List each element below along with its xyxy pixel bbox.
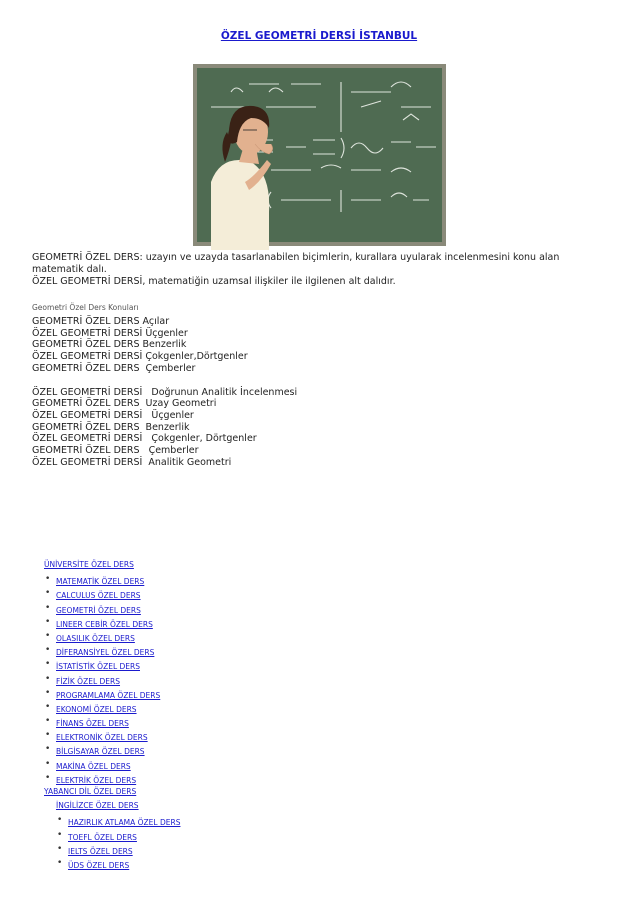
intro-paragraph-1: GEOMETRİ ÖZEL DERS: uzayın ve uzayda tasarlanabilen biçimlerin, kurallara uyularak incelenmesini konu alan matematik dalı. — [32, 252, 560, 275]
topic-item: ÖZEL GEOMETRİ DERSİ Analitik Geometri — [32, 456, 232, 468]
list-item — [44, 629, 180, 643]
university-courses-link[interactable]: ÜNİVERSİTE ÖZEL DERS — [44, 560, 134, 569]
topic-item: ÖZEL GEOMETRİ DERSİ Doğrunun Analitik İncelenmesi — [32, 386, 298, 398]
course-link[interactable]: ELEKTRONİK ÖZEL DERS — [56, 733, 148, 743]
list-item — [44, 586, 180, 600]
topics-heading: Geometri Özel Ders Konuları — [32, 303, 139, 312]
course-link[interactable]: PROGRAMLAMA ÖZEL DERS — [56, 690, 161, 700]
course-link[interactable]: DİFERANSİYEL ÖZEL DERS — [56, 648, 155, 658]
topic-item: ÖZEL GEOMETRİ DERSİ Çokgenler, Dörtgenler — [32, 433, 257, 445]
list-item — [44, 601, 180, 615]
topic-item: GEOMETRİ ÖZEL DERS Çemberler — [32, 362, 196, 374]
university-course-list — [44, 572, 180, 785]
list-item — [44, 615, 180, 629]
course-link[interactable]: LINEER CEBİR ÖZEL DERS — [56, 619, 153, 629]
course-link[interactable]: GEOMETRİ ÖZEL DERS — [56, 605, 141, 615]
topic-item: ÖZEL GEOMETRİ DERSİ Üçgenler — [32, 409, 194, 421]
course-links — [44, 558, 180, 870]
course-link[interactable]: FİZİK ÖZEL DERS — [56, 676, 121, 686]
course-link[interactable]: ÜDS ÖZEL DERS — [68, 860, 130, 870]
course-link[interactable]: MAKİNA ÖZEL DERS — [56, 761, 131, 771]
english-courses-link[interactable]: İNGİLİZCE ÖZEL DERS — [56, 801, 139, 811]
list-item — [56, 813, 180, 827]
list-item — [44, 728, 180, 742]
course-link[interactable]: FİNANS ÖZEL DERS — [56, 719, 129, 729]
course-link[interactable]: ELEKTRİK ÖZEL DERS — [56, 775, 137, 785]
course-link[interactable]: MATEMATİK ÖZEL DERS — [56, 577, 145, 587]
hero-image — [191, 62, 448, 250]
list-item — [44, 714, 180, 728]
list-item — [44, 657, 180, 671]
course-link[interactable]: BİLGİSAYAR ÖZEL DERS — [56, 747, 145, 757]
list-item — [44, 742, 180, 756]
page-title: ÖZEL GEOMETRİ DERSİ İSTANBUL — [220, 30, 418, 42]
list-item — [44, 771, 180, 785]
list-item — [44, 572, 180, 586]
topic-item: ÖZEL GEOMETRİ DERSİ Üçgenler — [32, 327, 188, 339]
list-item — [56, 828, 180, 842]
course-link[interactable]: İSTATİSTİK ÖZEL DERS — [56, 662, 140, 672]
course-link[interactable]: EKONOMİ ÖZEL DERS — [56, 704, 137, 714]
course-link[interactable]: CALCULUS ÖZEL DERS — [56, 591, 141, 601]
topic-item: ÖZEL GEOMETRİ DERSİ Çokgenler,Dörtgenler — [32, 351, 248, 363]
list-item — [44, 757, 180, 771]
list-item — [44, 643, 180, 657]
course-link[interactable]: TOEFL ÖZEL DERS — [68, 832, 137, 842]
list-item — [44, 700, 180, 714]
course-link[interactable]: OLASILIK ÖZEL DERS — [56, 633, 135, 643]
foreign-language-link[interactable]: YABANCI DİL ÖZEL DERS — [44, 787, 137, 796]
topic-item: GEOMETRİ ÖZEL DERS Uzay Geometri — [32, 398, 217, 410]
list-item — [56, 856, 180, 870]
course-link[interactable]: HAZIRLIK ATLAMA ÖZEL DERS — [68, 818, 181, 828]
list-item — [44, 686, 180, 700]
topic-item: GEOMETRİ ÖZEL DERS Çemberler — [32, 445, 199, 457]
topic-item: GEOMETRİ ÖZEL DERS Benzerlik — [32, 339, 187, 351]
content — [32, 252, 612, 468]
topics-list — [32, 316, 612, 468]
course-link[interactable]: IELTS ÖZEL DERS — [68, 846, 133, 856]
english-course-list — [56, 813, 180, 870]
list-item — [44, 672, 180, 686]
list-item — [56, 842, 180, 856]
intro-paragraph-2: ÖZEL GEOMETRİ DERSİ, matematiğin uzamsal ilişkiler ile ilgilenen alt dalıdır. — [32, 276, 396, 287]
english-section — [56, 799, 180, 870]
topic-item: GEOMETRİ ÖZEL DERS Benzerlik — [32, 421, 190, 433]
topic-item: GEOMETRİ ÖZEL DERS Açılar — [32, 316, 170, 327]
